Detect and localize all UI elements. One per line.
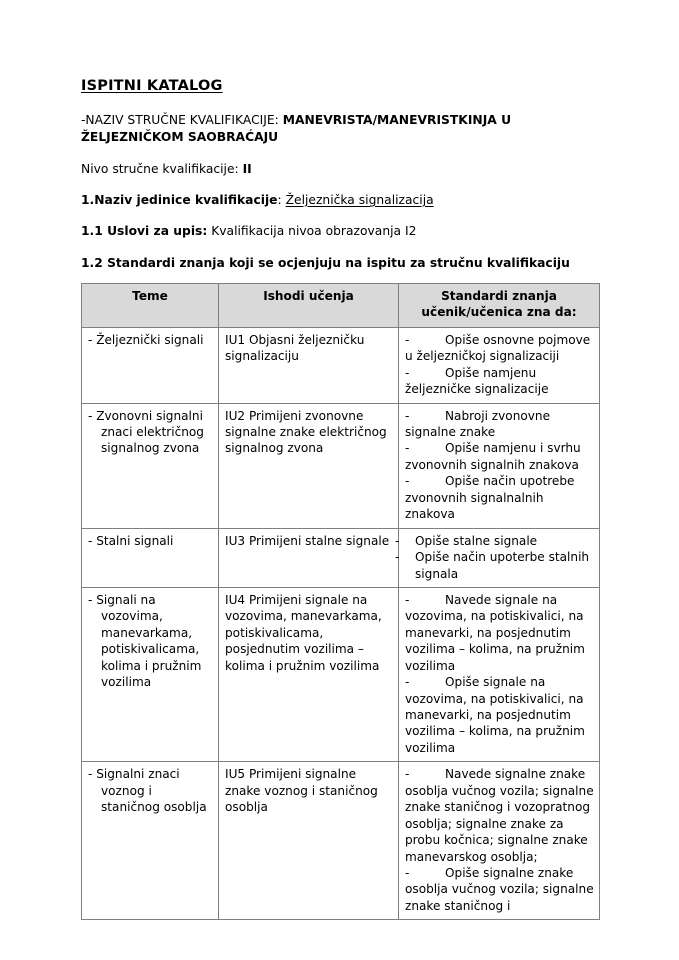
cell-teme	[82, 587, 219, 761]
ishodi-item: IU1 Objasni željezničku signalizaciju	[225, 332, 365, 364]
page-title: ISPITNI KATALOG	[81, 78, 223, 94]
standardi-item-text: Opiše signale na vozovima, na potiskivalici, na manevarki, na posjednutim vozilima – kolima, na pružnim vozilima	[405, 675, 585, 755]
standardi-item-text: Navede signale na vozovima, na potiskivalici, na manevarki, na posjednutim vozilima – kolima, na pružnim vozilima	[405, 592, 585, 673]
standardi-item-text: Nabroji zvonovne signalne znake	[405, 408, 551, 440]
cell-ishodi	[219, 528, 399, 587]
qualification-label: -NAZIV STRUČNE KVALIFIKACIJE:	[81, 112, 279, 127]
teme-item: - Signalni znaci voznog i staničnog osoblja	[88, 767, 207, 815]
cell-ishodi	[219, 327, 399, 403]
level-label: Nivo stručne kvalifikacije:	[81, 161, 239, 176]
teme-item: - Željeznički signali	[88, 332, 204, 347]
standards-table	[81, 283, 600, 920]
column-header-teme: Teme	[82, 284, 219, 327]
ishodi-item: IU2 Primijeni zvonovne signalne znake električnog signalnog zvona	[225, 408, 387, 456]
standardi-item-text: Opiše način upotrebe zvonovnih signalnalnih znakova	[405, 474, 575, 522]
dash-bullet-icon: -	[405, 675, 410, 690]
unit-separator: :	[277, 193, 282, 208]
ishodi-item: IU3 Primijeni stalne signale	[225, 533, 390, 548]
table-row	[82, 587, 600, 761]
entry-requirements-paragraph	[81, 223, 598, 240]
standardi-item	[395, 549, 594, 582]
teme-item: - Signali na vozovima, manevarkama, potiskivalicama, kolima i pružnim vozilima	[88, 592, 202, 690]
standardi-item-text: Navede signalne znake osoblja vučnog vozila; signalne znake staničnog i vozopratnog osoblja; signalne znake za probu kočnica; signalne znake manevarskog osoblja;	[405, 767, 594, 864]
dash-bullet-icon: -	[405, 592, 410, 607]
standardi-item	[405, 365, 594, 398]
level-value: II	[242, 161, 252, 176]
standardi-item-text: Opiše signalne znake osoblja vučnog vozila; signalne znake staničnog i	[405, 865, 594, 913]
dash-bullet-icon: -	[405, 332, 410, 347]
qualification-paragraph	[81, 112, 598, 147]
standardi-item-text: Opiše način upoterbe stalnih signala	[415, 550, 590, 581]
standardi-item-text: Opiše osnovne pojmove u željezničkoj signalizaciji	[405, 332, 591, 364]
table-row	[82, 762, 600, 920]
dash-bullet-icon: -	[395, 533, 400, 548]
table-header-row	[82, 284, 600, 327]
column-header-standardi-line2: učenik/učenica zna da:	[421, 305, 577, 320]
table-body	[82, 327, 600, 919]
standards-heading: 1.2 Standardi znanja koji se ocjenjuju na ispitu za stručnu kvalifikaciju	[81, 255, 570, 270]
entry-label: 1.1 Uslovi za upis:	[81, 224, 208, 239]
dash-bullet-icon: -	[405, 474, 410, 489]
dash-bullet-icon: -	[405, 408, 410, 423]
cell-teme	[82, 403, 219, 528]
table-row	[82, 327, 600, 403]
entry-value: Kvalifikacija nivoa obrazovanja I2	[211, 224, 417, 239]
standardi-item	[405, 332, 594, 365]
cell-standardi	[399, 403, 600, 528]
table-row	[82, 403, 600, 528]
teme-item: - Zvonovni signalni znaci električnog signalnog zvona	[88, 408, 204, 456]
standardi-item	[405, 408, 594, 441]
qualification-name: MANEVRISTA/MANEVRISTKINJA U ŽELJEZNIČKOM SAOBRAĆAJU	[81, 112, 512, 145]
cell-teme	[82, 327, 219, 403]
dash-bullet-icon: -	[405, 365, 410, 380]
level-paragraph	[81, 161, 598, 178]
dash-bullet-icon: -	[395, 550, 400, 565]
unit-value: Željeznička signalizacija	[285, 193, 434, 208]
teme-item: - Stalni signali	[88, 533, 174, 548]
standardi-item-text: Opiše stalne signale	[415, 533, 538, 548]
unit-paragraph	[81, 192, 598, 209]
standardi-item	[405, 674, 594, 756]
cell-standardi	[399, 762, 600, 920]
ishodi-item: IU4 Primijeni signale na vozovima, manevarkama, potiskivalicama, posjednutim vozilima – kolima i pružnim vozilima	[225, 592, 382, 673]
cell-ishodi	[219, 403, 399, 528]
standardi-item-text: Opiše namjenu i svrhu zvonovnih signalnih znakova	[405, 441, 581, 472]
cell-standardi	[399, 327, 600, 403]
column-header-ishodi: Ishodi učenja	[219, 284, 399, 327]
standardi-item	[405, 440, 594, 473]
table-row	[82, 528, 600, 587]
unit-label: 1.Naziv jedinice kvalifikacije	[81, 193, 278, 208]
cell-standardi	[399, 587, 600, 761]
dash-bullet-icon: -	[405, 441, 410, 456]
standardi-item	[405, 766, 594, 865]
column-header-standardi-line1: Standardi znanja	[441, 289, 557, 304]
standardi-item	[405, 865, 594, 914]
standardi-item	[405, 592, 594, 674]
cell-ishodi	[219, 587, 399, 761]
dash-bullet-icon: -	[405, 865, 410, 880]
standardi-item	[395, 533, 594, 549]
cell-ishodi	[219, 762, 399, 920]
cell-teme	[82, 762, 219, 920]
dash-bullet-icon: -	[405, 767, 410, 782]
cell-standardi	[395, 528, 600, 587]
ishodi-item: IU5 Primijeni signalne znake voznog i staničnog osoblja	[225, 767, 378, 815]
standardi-item-text: Opiše namjenu željezničke signalizacije	[405, 365, 549, 397]
cell-teme	[82, 528, 219, 587]
column-header-standardi	[399, 284, 600, 327]
standardi-item	[405, 473, 594, 522]
